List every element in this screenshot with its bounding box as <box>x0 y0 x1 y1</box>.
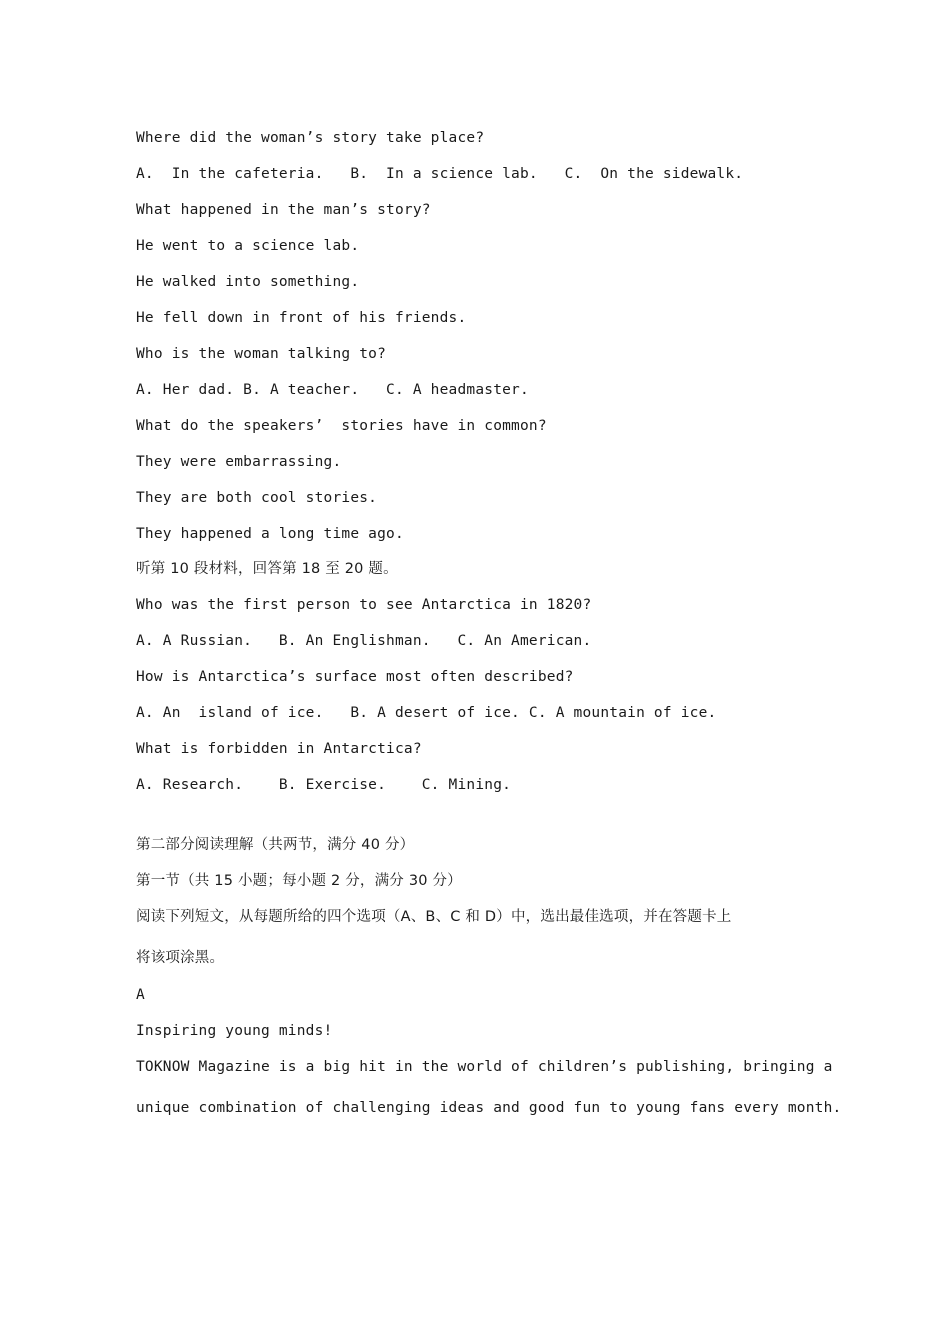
answer-option: He walked into something. <box>136 274 360 290</box>
question-text: Who is the woman talking to? <box>136 346 387 362</box>
question-text: Who was the first person to see Antarctica in 1820? <box>136 597 592 613</box>
answer-option: He went to a science lab. <box>136 238 360 254</box>
question-text: Where did the woman’s story take place? <box>136 130 485 146</box>
passage-paragraph-line: TOKNOW Magazine is a big hit in the world of children’s publishing, bringing a <box>136 1059 833 1075</box>
part-heading: 第二部分阅读理解（共两节，满分 40 分） <box>136 837 415 853</box>
passage-title: Inspiring young minds! <box>136 1023 333 1039</box>
section-instruction: 阅读下列短文，从每题所给的四个选项（A、B、C 和 D）中，选出最佳选项，并在答题卡上 <box>136 909 732 925</box>
answer-options: A. In the cafeteria. B. In a science lab. C. On the sidewalk. <box>136 166 744 182</box>
answer-options: A. Research. B. Exercise. C. Mining. <box>136 777 512 793</box>
question-text: How is Antarctica’s surface most often described? <box>136 669 574 685</box>
question-text: What is forbidden in Antarctica? <box>136 741 422 757</box>
answer-options: A. Her dad. B. A teacher. C. A headmaster. <box>136 382 529 398</box>
answer-option: They were embarrassing. <box>136 454 342 470</box>
answer-option: He fell down in front of his friends. <box>136 310 467 326</box>
section-heading: 第一节（共 15 小题；每小题 2 分，满分 30 分） <box>136 873 462 889</box>
answer-options: A. An island of ice. B. A desert of ice. C. A mountain of ice. <box>136 705 717 721</box>
question-text: What happened in the man’s story? <box>136 202 431 218</box>
passage-label: A <box>136 987 145 1003</box>
section-instruction: 听第 10 段材料，回答第 18 至 20 题。 <box>136 561 398 577</box>
answer-option: They happened a long time ago. <box>136 526 404 542</box>
section-instruction-continued: 将该项涂黑。 <box>136 950 225 966</box>
answer-options: A. A Russian. B. An Englishman. C. An American. <box>136 633 592 649</box>
passage-paragraph-line: unique combination of challenging ideas and good fun to young fans every month. <box>136 1100 842 1116</box>
question-text: What do the speakers’ stories have in common? <box>136 418 547 434</box>
answer-option: They are both cool stories. <box>136 490 378 506</box>
